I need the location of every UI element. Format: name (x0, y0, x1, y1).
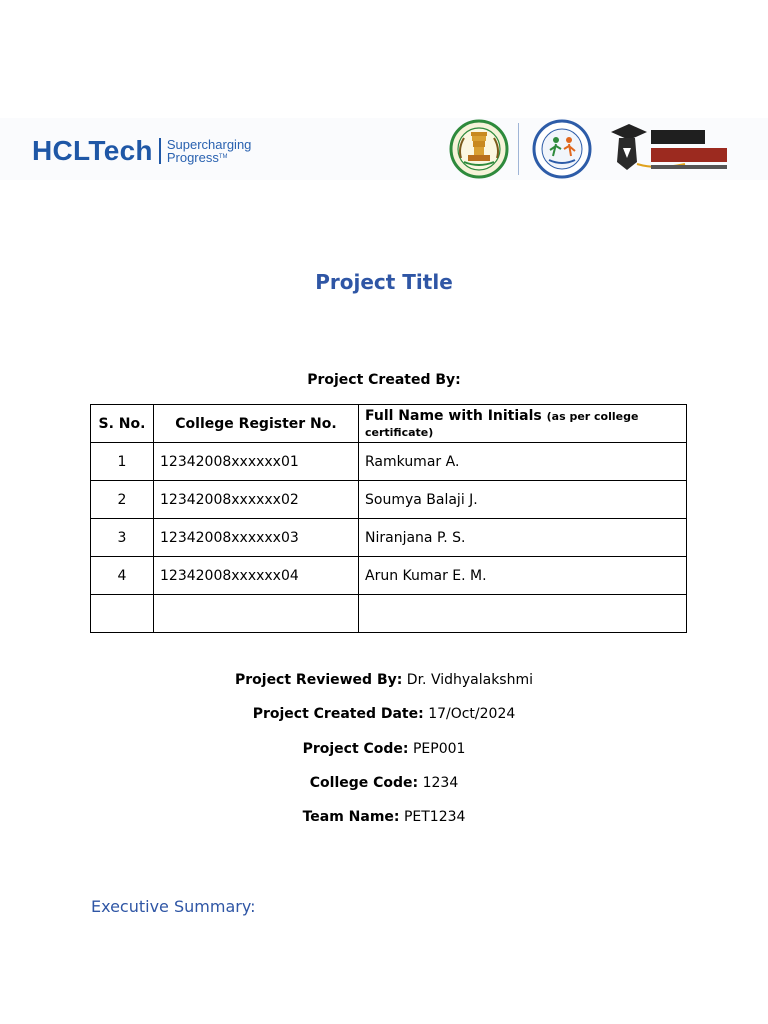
serial-number-cell: 4 (91, 557, 154, 595)
meta-label: Project Code: (302, 740, 409, 757)
table-row (91, 557, 687, 595)
tagline-line-2: Progress™ (166, 150, 228, 165)
header-register-number: College Register No. (154, 405, 359, 443)
register-number-cell: 12342008xxxxxx02 (154, 481, 359, 519)
header-serial-number: S. No. (91, 405, 154, 443)
tagline-line-1: Supercharging (166, 137, 252, 152)
full-name-cell: Niranjana P. S. (359, 519, 687, 557)
team-members-table (90, 404, 687, 633)
table-row (91, 519, 687, 557)
full-name-cell (359, 595, 687, 633)
header-full-name: Full Name with Initials (as per college certificate) (359, 405, 687, 443)
table-header-row (91, 405, 687, 443)
table-row (91, 481, 687, 519)
executive-summary-heading: Executive Summary: (91, 897, 256, 916)
brand-tagline (167, 138, 252, 164)
full-name-cell: Ramkumar A. (359, 443, 687, 481)
college-code-line (0, 771, 768, 805)
meta-label: Team Name: (302, 809, 400, 826)
tamil-nadu-emblem-icon (442, 118, 512, 180)
created-date-line (0, 702, 768, 736)
meta-label: Project Reviewed By: (234, 672, 403, 688)
meta-label: College Code: (309, 774, 419, 791)
register-number-cell (154, 595, 359, 633)
project-code-line (0, 737, 768, 771)
hcltech-logo (32, 131, 251, 171)
trademark-mark: TM (218, 154, 228, 160)
meta-value: Dr. Vidhyalakshmi (406, 672, 534, 688)
brand-name: HCLTech (32, 135, 153, 166)
serial-number-cell: 1 (91, 443, 154, 481)
logo-divider (159, 138, 161, 164)
full-name-cell: Arun Kumar E. M. (359, 557, 687, 595)
logo-separator (518, 123, 519, 175)
government-logos (442, 118, 731, 180)
project-title: Project Title (315, 270, 453, 294)
register-number-cell: 12342008xxxxxx01 (154, 443, 359, 481)
naan-mudhalvan-logo-icon (607, 118, 731, 180)
reviewed-by-line (0, 668, 768, 702)
project-details (0, 668, 768, 839)
full-name-cell: Soumya Balaji J. (359, 481, 687, 519)
register-number-cell: 12342008xxxxxx04 (154, 557, 359, 595)
register-number-cell: 12342008xxxxxx03 (154, 519, 359, 557)
meta-label: Project Created Date: (252, 706, 424, 723)
meta-value: 1234 (422, 774, 459, 791)
meta-value: PET1234 (403, 809, 466, 826)
skill-development-seal-icon (525, 118, 599, 180)
serial-number-cell (91, 595, 154, 633)
table-row (91, 443, 687, 481)
team-name-line (0, 805, 768, 839)
serial-number-cell: 3 (91, 519, 154, 557)
serial-number-cell: 2 (91, 481, 154, 519)
table-row-empty (91, 595, 687, 633)
created-by-label: Project Created By: (307, 372, 461, 388)
header-full-name-note: (as per college certificate) (365, 409, 639, 439)
meta-value: 17/Oct/2024 (428, 706, 516, 723)
meta-value: PEP001 (412, 740, 466, 757)
